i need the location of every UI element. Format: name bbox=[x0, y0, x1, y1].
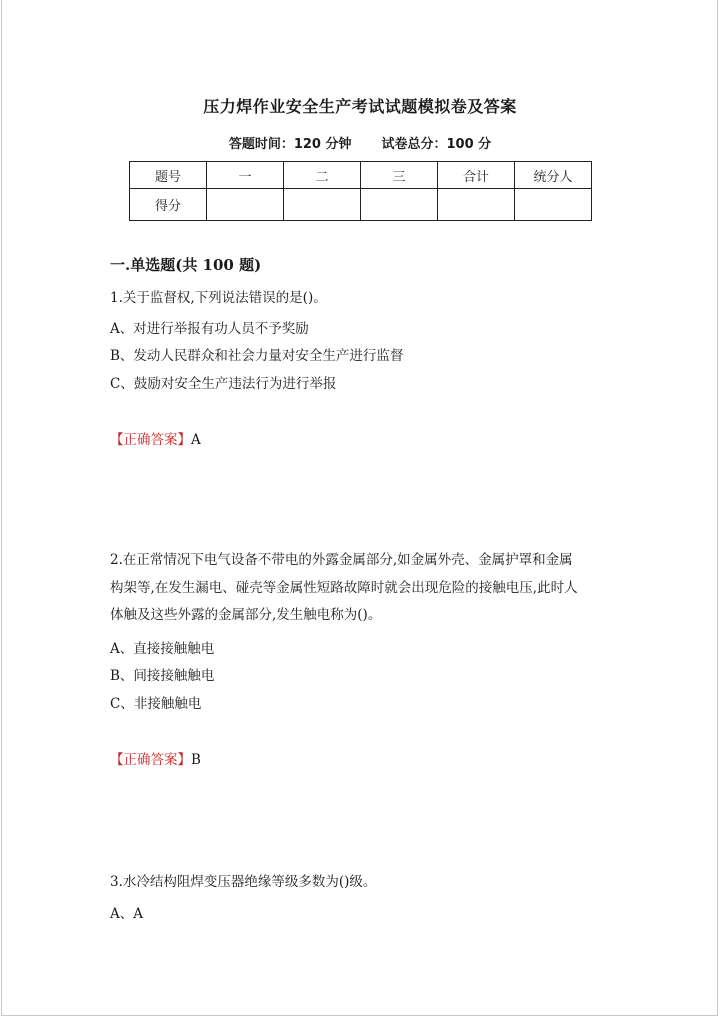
score-table-score-row bbox=[130, 189, 592, 221]
score-cell bbox=[284, 189, 361, 221]
question-2-stem-line-3: 体触及这些外露的金属部分,发生触电称为()。 bbox=[110, 607, 382, 623]
question-1-option-c: C、鼓励对安全生产违法行为进行举报 bbox=[110, 376, 337, 392]
answer-label: 【正确答案】 bbox=[110, 432, 191, 448]
score-cell bbox=[207, 189, 284, 221]
section-title: 一.单选题(共 100 题) bbox=[110, 256, 262, 274]
question-1-option-b: B、发动人民群众和社会力量对安全生产进行监督 bbox=[110, 348, 404, 364]
score-table-header-row bbox=[130, 162, 592, 189]
score-cell bbox=[361, 189, 438, 221]
question-2-option-b: B、间接接触触电 bbox=[110, 668, 215, 684]
row-label: 得分 bbox=[130, 189, 207, 221]
time-limit: 答题时间：120 分钟 bbox=[228, 137, 352, 152]
header-cell: 题号 bbox=[130, 162, 207, 189]
question-1-option-a: A、对进行举报有功人员不予奖励 bbox=[110, 321, 309, 337]
question-2-stem-line-2: 构架等,在发生漏电、碰壳等金属性短路故障时就会出现危险的接触电压,此时人 bbox=[110, 580, 578, 596]
question-3-stem: 3.水冷结构阻焊变压器绝缘等级多数为()级。 bbox=[110, 874, 377, 890]
question-2-answer bbox=[110, 748, 201, 768]
question-2-option-a: A、直接接触触电 bbox=[110, 641, 215, 657]
score-cell bbox=[438, 189, 515, 221]
total-score: 试卷总分：100 分 bbox=[381, 137, 492, 152]
header-cell: 统分人 bbox=[515, 162, 592, 189]
header-cell: 三 bbox=[361, 162, 438, 189]
question-1-stem: 1.关于监督权,下列说法错误的是()。 bbox=[110, 290, 327, 306]
question-2-option-c: C、非接触触电 bbox=[110, 696, 202, 712]
answer-value: B bbox=[191, 752, 201, 768]
question-2-stem-line-1: 2.在正常情况下电气设备不带电的外露金属部分,如金属外壳、金属护罩和金属 bbox=[110, 552, 573, 568]
question-3-option-a: A、A bbox=[110, 906, 143, 922]
answer-value: A bbox=[191, 432, 201, 448]
score-cell bbox=[515, 189, 592, 221]
answer-label: 【正确答案】 bbox=[110, 752, 191, 768]
header-cell: 二 bbox=[284, 162, 361, 189]
question-1-answer bbox=[110, 428, 201, 448]
header-cell: 合计 bbox=[438, 162, 515, 189]
document-title: 压力焊作业安全生产考试试题模拟卷及答案 bbox=[203, 97, 517, 116]
exam-info bbox=[0, 133, 720, 152]
score-table bbox=[129, 161, 592, 221]
header-cell: 一 bbox=[207, 162, 284, 189]
page-border bbox=[1, 0, 718, 1016]
